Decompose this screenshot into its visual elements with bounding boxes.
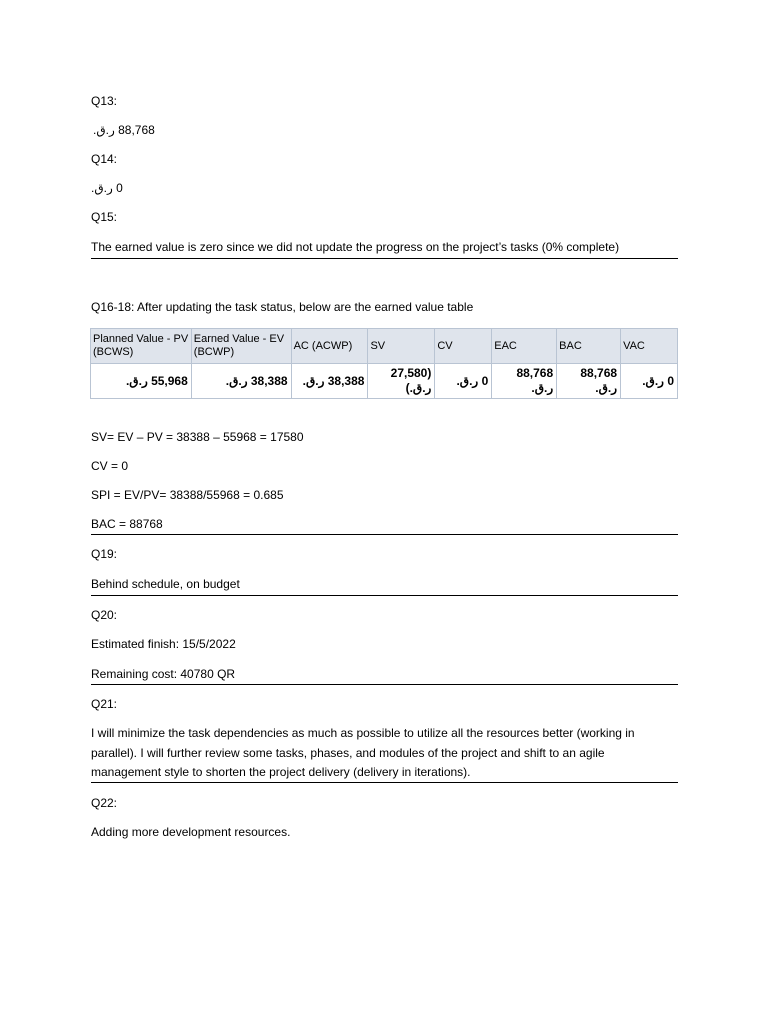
q13-answer: 88,768 ر.ق.: [93, 123, 155, 137]
header-cell-bac: BAC: [557, 329, 621, 364]
calc-spi: SPI = EV/PV= 38388/55968 = 0.685: [91, 488, 284, 502]
header-cell-eac: EAC: [492, 329, 557, 364]
cell-pv: 55,968 ر.ق.: [91, 364, 192, 399]
q19-answer: Behind schedule, on budget: [91, 577, 240, 591]
q22-answer: Adding more development resources.: [91, 825, 291, 839]
header-cell-sv: SV: [368, 329, 435, 364]
divider: [91, 534, 678, 535]
header-cell-ac: AC (ACWP): [291, 329, 368, 364]
q16-18-heading: Q16-18: After updating the task status, below are the earned value table: [91, 300, 474, 314]
q22-label: Q22:: [91, 796, 118, 810]
q19-label: Q19:: [91, 547, 118, 561]
cell-bac: 88,768 ر.ق.: [557, 364, 621, 399]
q20-label: Q20:: [91, 608, 118, 622]
q14-label: Q14:: [91, 152, 118, 166]
q13-label: Q13:: [91, 94, 118, 108]
cell-vac: 0 ر.ق.: [621, 364, 678, 399]
header-cell-pv: Planned Value - PV (BCWS): [91, 329, 192, 364]
earned-value-table: [90, 328, 678, 399]
table-header-row: [91, 329, 678, 364]
cell-eac: 88,768 ر.ق.: [492, 364, 557, 399]
header-cell-ev: Earned Value - EV (BCWP): [191, 329, 291, 364]
cell-cv: 0 ر.ق.: [435, 364, 492, 399]
q21-answer: I will minimize the task dependencies as much as possible to utilize all the resources better (working in parallel). I will further review some tasks, phases, and modules of the project and shift to an agile management style to shorten the project delivery (delivery in iterations).: [91, 726, 635, 779]
q21-label: Q21:: [91, 697, 118, 711]
cell-ev: 38,388 ر.ق.: [191, 364, 291, 399]
calc-sv: SV= EV – PV = 38388 – 55968 = 17580: [91, 430, 304, 444]
header-cell-cv: CV: [435, 329, 492, 364]
divider: [91, 258, 678, 259]
table-row: [91, 364, 678, 399]
header-cell-vac: VAC: [621, 329, 678, 364]
calc-cv: CV = 0: [91, 459, 129, 473]
cell-sv: (27,580 ر.ق.): [368, 364, 435, 399]
divider: [91, 782, 678, 783]
q14-answer: 0 ر.ق.: [91, 181, 123, 195]
divider: [91, 684, 678, 685]
q20-cost: Remaining cost: 40780 QR: [91, 667, 236, 681]
q20-finish: Estimated finish: 15/5/2022: [91, 637, 236, 651]
q15-label: Q15:: [91, 210, 118, 224]
calc-bac: BAC = 88768: [91, 517, 163, 531]
q15-answer: The earned value is zero since we did not update the progress on the project’s tasks (0% complete): [91, 240, 620, 254]
divider: [91, 595, 678, 596]
cell-ac: 38,388 ر.ق.: [291, 364, 368, 399]
